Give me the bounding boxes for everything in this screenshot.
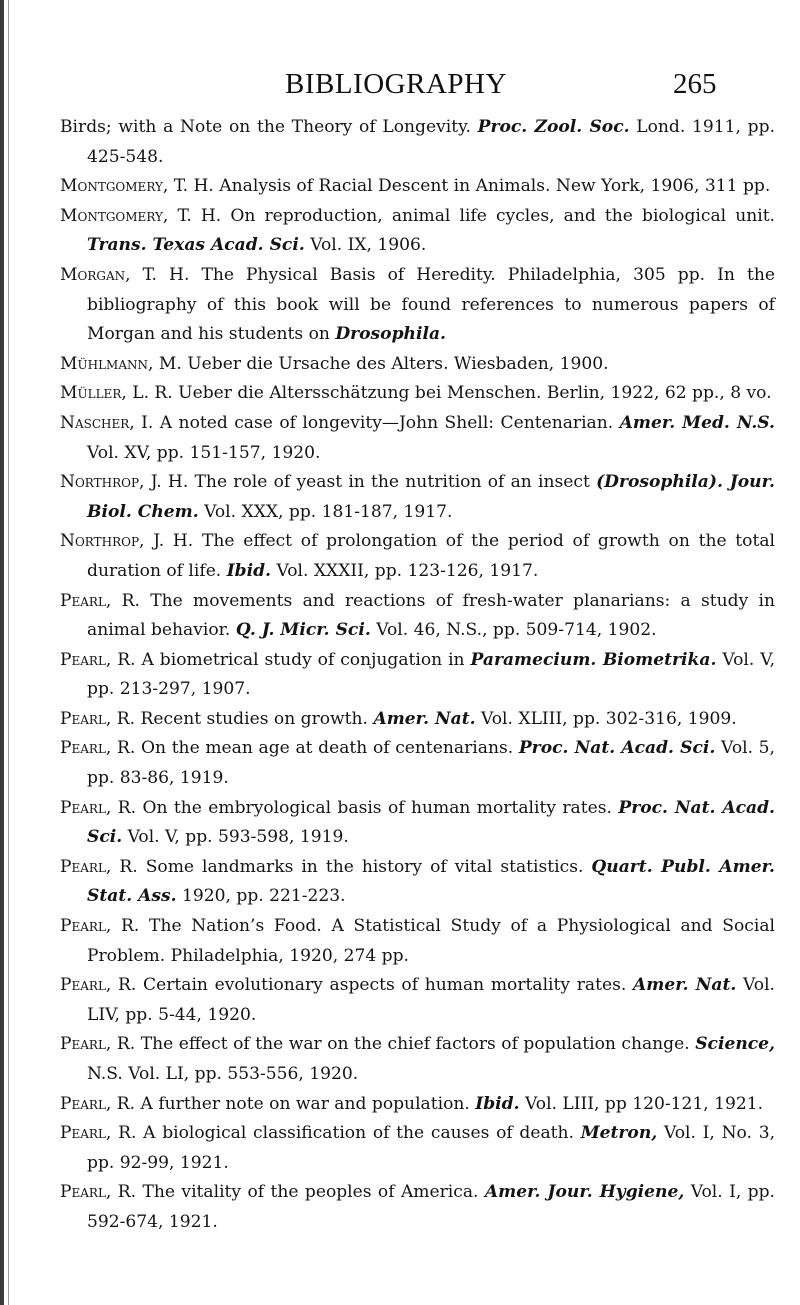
entry-journal: Ibid. bbox=[226, 560, 272, 581]
bibliography-entry bbox=[60, 1178, 775, 1237]
entry-journal: Amer. Nat. bbox=[632, 975, 737, 996]
entry-text: The Nation’s Food. A Statistical Study of a Physiological and Social Problem. Philadelphia, 1920, 274 pp. bbox=[87, 916, 775, 966]
entry-text: On reproduction, animal life cycles, and the biological unit. bbox=[221, 205, 775, 226]
entry-author: Pearl, R. bbox=[60, 797, 137, 818]
bibliography-list bbox=[60, 113, 775, 1238]
entry-text: On the mean age at death of centenarians. bbox=[135, 738, 519, 759]
bibliography-entry bbox=[60, 409, 775, 468]
bibliography-entry bbox=[60, 853, 775, 912]
entry-author: Morgan, T. H. bbox=[60, 264, 190, 285]
entry-journal: Proc. Nat. Acad. Sci. bbox=[87, 797, 775, 848]
entry-text: Certain evolutionary aspects of human mortality rates. bbox=[136, 975, 633, 996]
entry-author: Northrop, J. H. bbox=[60, 531, 194, 552]
entry-text: On the embryological basis of human mortality rates. bbox=[136, 797, 619, 818]
running-title: BIBLIOGRAPHY bbox=[285, 68, 507, 100]
bibliography-entry bbox=[60, 202, 775, 261]
bibliography-entry bbox=[60, 527, 775, 586]
entry-author: Pearl, R. bbox=[60, 590, 140, 611]
entry-text: A noted case of longevity—John Shell: Centenarian. bbox=[153, 412, 620, 433]
entry-text: Some landmarks in the history of vital statistics. bbox=[137, 856, 592, 877]
entry-author: Northrop, J. H. bbox=[60, 472, 189, 493]
entry-journal: Q. J. Micr. Sci. bbox=[235, 620, 371, 641]
entry-tail: 1920, pp. 221-223. bbox=[176, 886, 346, 907]
bibliography-entry bbox=[60, 172, 775, 202]
entry-author: Pearl, R. bbox=[60, 649, 136, 670]
bibliography-entry bbox=[60, 350, 775, 380]
entry-author: Müller, L. R. bbox=[60, 383, 173, 404]
entry-text: The Physical Basis of Heredity. Philadelphia, 305 pp. In the bibliography of this book will be found references to numerous papers of Morgan and his students on bbox=[87, 264, 775, 345]
entry-author: Pearl, R. bbox=[60, 708, 136, 729]
bibliography-entry bbox=[60, 113, 775, 172]
entry-tail: N.S. Vol. LI, pp. 553-556, 1920. bbox=[87, 1064, 359, 1084]
entry-author: Pearl, R. bbox=[60, 1123, 137, 1144]
bibliography-entry bbox=[60, 379, 775, 409]
entry-journal: Amer. Nat. bbox=[373, 708, 476, 729]
bibliography-entry bbox=[60, 468, 775, 527]
bibliography-entry bbox=[60, 734, 775, 793]
page-header bbox=[0, 68, 800, 108]
entry-tail: Vol. 46, N.S., pp. 509-714, 1902. bbox=[370, 620, 657, 641]
bibliography-entry bbox=[60, 587, 775, 646]
entry-author: Pearl, R. bbox=[60, 1182, 137, 1203]
entry-text: A biological classification of the causes of death. bbox=[136, 1123, 581, 1144]
entry-journal: Ibid. bbox=[475, 1093, 520, 1114]
entry-tail: Vol. IX, 1906. bbox=[304, 235, 427, 256]
bibliography-entry bbox=[60, 646, 775, 705]
entry-journal: Proc. Zool. Soc. bbox=[477, 117, 630, 137]
entry-journal: Quart. Publ. Amer. Stat. Ass. bbox=[87, 856, 775, 907]
entry-journal: Science, bbox=[695, 1034, 775, 1055]
entry-author: Montgomery, T. H. bbox=[60, 176, 214, 197]
entry-text: The effect of the war on the chief factors of population change. bbox=[135, 1034, 696, 1055]
entry-journal: Trans. Texas Acad. Sci. bbox=[87, 235, 305, 256]
entry-author: Pearl, R. bbox=[60, 975, 137, 996]
entry-author: Pearl, R. bbox=[60, 738, 136, 759]
entry-author: Nascher, I. bbox=[60, 412, 154, 433]
entry-text: The effect of prolongation of the period of growth on the total duration of life. bbox=[87, 531, 775, 581]
entry-tail: Vol. 5, pp. 83-86, 1919. bbox=[87, 738, 775, 789]
bibliography-entry bbox=[60, 912, 775, 971]
entry-text: Analysis of Racial Descent in Animals. New York, 1906, 311 pp. bbox=[213, 176, 771, 197]
bibliography-entry bbox=[60, 261, 775, 350]
bibliography-entry bbox=[60, 1030, 775, 1089]
entry-text: Ueber die Altersschätzung bei Menschen. Berlin, 1922, 62 pp., 8 vo. bbox=[172, 383, 772, 404]
entry-text: The vitality of the peoples of America. bbox=[136, 1182, 485, 1203]
entry-author: Mühlmann, M. bbox=[60, 353, 182, 374]
entry-author: Pearl, R. bbox=[60, 856, 138, 877]
entry-text: Ueber die Ursache des Alters. Wiesbaden, 1900. bbox=[181, 353, 609, 374]
entry-journal: Metron, bbox=[580, 1123, 658, 1144]
entry-text: The movements and reactions of fresh-water planarians: a study in animal behavior. bbox=[87, 590, 775, 641]
entry-tail: Vol. LIV, pp. 5-44, 1920. bbox=[87, 975, 775, 1025]
bibliography-entry bbox=[60, 1119, 775, 1178]
entry-text: A biometrical study of conjugation in bbox=[135, 649, 471, 670]
entry-text: The role of yeast in the nutrition of an insect bbox=[188, 472, 597, 493]
entry-tail: Lond. 1911, pp. 425-548. bbox=[87, 117, 775, 167]
entry-text: Birds; with a Note on the Theory of Longevity. bbox=[60, 117, 478, 137]
entry-tail: Vol. I, No. 3, pp. 92-99, 1921. bbox=[87, 1123, 775, 1173]
entry-tail: Vol. LIII, pp 120-121, 1921. bbox=[519, 1093, 764, 1114]
entry-tail: Vol. XXXII, pp. 123-126, 1917. bbox=[271, 560, 539, 581]
entry-tail: Vol. V, pp. 593-598, 1919. bbox=[122, 827, 349, 848]
entry-author: Pearl, R. bbox=[60, 916, 140, 937]
scan-edge-light bbox=[8, 0, 9, 1305]
entry-tail: Vol. XV, pp. 151-157, 1920. bbox=[87, 442, 321, 463]
entry-tail: Vol. I, pp. 592-674, 1921. bbox=[87, 1182, 775, 1232]
entry-journal: Paramecium. Biometrika. bbox=[470, 649, 717, 670]
entry-journal: Drosophila. bbox=[335, 324, 446, 345]
entry-tail: Vol. V, pp. 213-297, 1907. bbox=[87, 649, 776, 700]
entry-author: Pearl, R. bbox=[60, 1034, 136, 1055]
bibliography-entry bbox=[60, 705, 775, 735]
entry-journal: (Drosophila). Jour. Biol. Chem. bbox=[87, 472, 775, 522]
entry-text: A further note on war and population. bbox=[135, 1093, 476, 1114]
scan-edge-dark bbox=[0, 0, 4, 1305]
bibliography-entry bbox=[60, 1090, 775, 1120]
entry-author: Pearl, R. bbox=[60, 1093, 136, 1114]
bibliography-entry bbox=[60, 794, 775, 853]
entry-tail: Vol. XLIII, pp. 302-316, 1909. bbox=[475, 708, 737, 729]
entry-tail: Vol. XXX, pp. 181-187, 1917. bbox=[198, 501, 453, 522]
entry-journal: Proc. Nat. Acad. Sci. bbox=[518, 738, 716, 759]
entry-author: Montgomery, T. H. bbox=[60, 205, 222, 226]
page-number: 265 bbox=[673, 68, 717, 100]
entry-journal: Amer. Med. N.S. bbox=[619, 412, 775, 433]
bibliography-entry bbox=[60, 971, 775, 1030]
entry-text: Recent studies on growth. bbox=[135, 708, 374, 729]
entry-journal: Amer. Jour. Hygiene, bbox=[484, 1182, 685, 1203]
